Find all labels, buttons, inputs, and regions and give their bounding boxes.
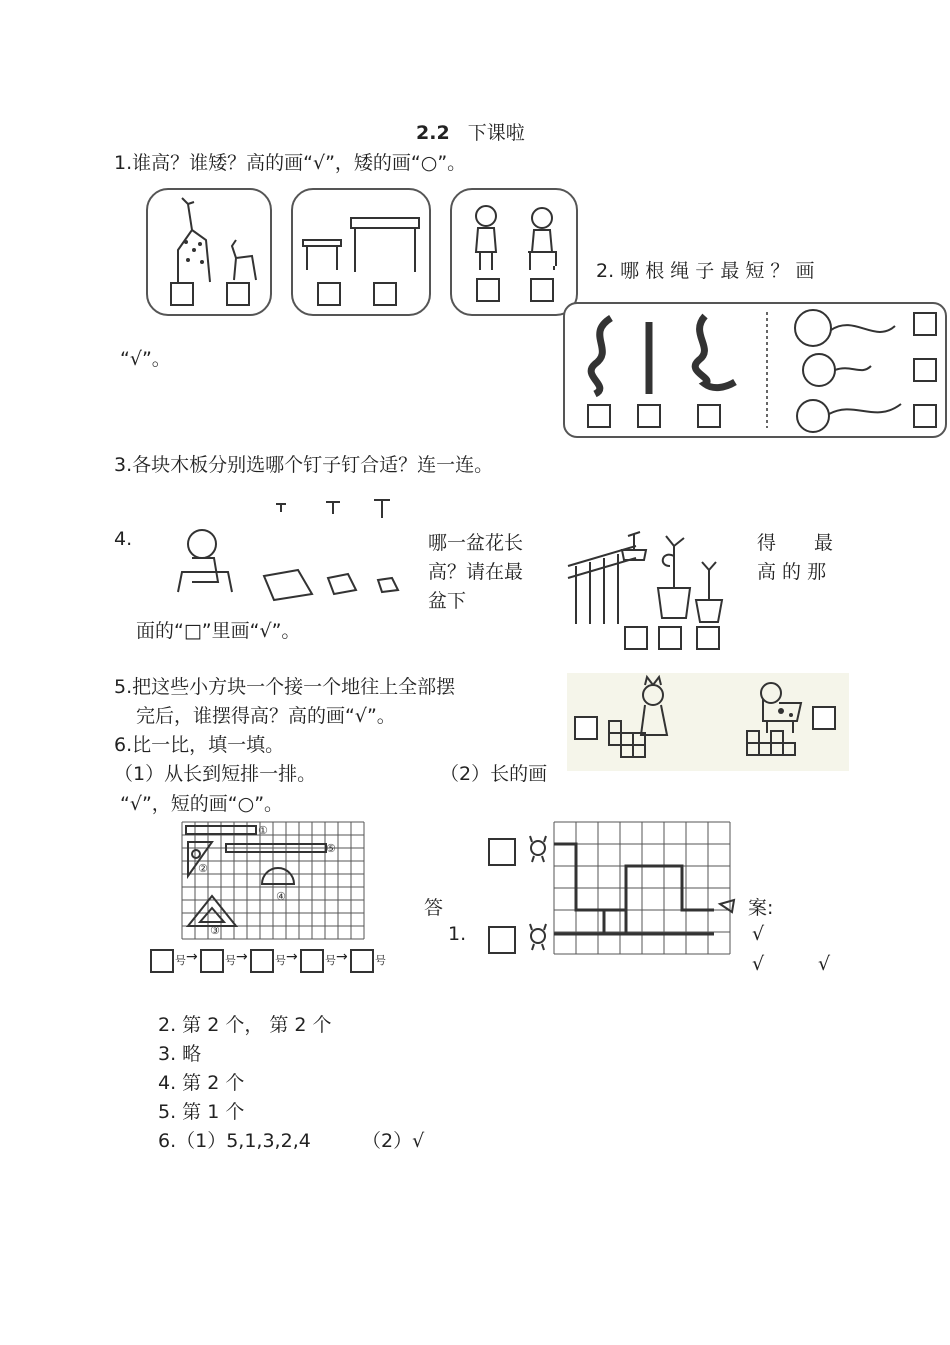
q4-text-c3: 盆下: [428, 590, 467, 612]
arrow-3: →: [286, 949, 298, 965]
title-number: 2.2: [416, 122, 450, 144]
q4-number: 4.: [114, 528, 133, 550]
circled-3: ③: [210, 924, 220, 937]
cat-dog-blocks-illustration: [567, 673, 849, 771]
title-text: 下课啦: [467, 122, 525, 144]
q4-text-r1: 得 最: [757, 532, 834, 554]
q4-text-tail: 面的“□”里画“√”。: [136, 620, 301, 642]
q2-yarn2-box[interactable]: [913, 358, 937, 382]
q6-order-box-2[interactable]: [200, 949, 224, 973]
q6-bottom-path-box[interactable]: [488, 926, 516, 954]
answer-6a: 6.（1）5,1,3,2,4: [158, 1130, 311, 1152]
ropes-illustration: [565, 304, 945, 436]
answers-label-a: 答: [424, 897, 444, 919]
answer-1-number: 1.: [448, 923, 467, 945]
q1-giraffe-box[interactable]: [170, 282, 194, 306]
circled-4: ④: [276, 890, 286, 903]
rulers-grid-illustration: [182, 822, 368, 936]
q6-part2: （2）长的画: [440, 763, 548, 785]
tables-illustration: [293, 190, 429, 314]
page-title: [416, 118, 525, 145]
answer-5: 5. 第 1 个: [158, 1101, 245, 1123]
q4-text-c2: 高？请在最: [428, 561, 524, 583]
q1-deer-box[interactable]: [226, 282, 250, 306]
q4-flower3-box[interactable]: [696, 626, 720, 650]
giraffe-deer-illustration: [148, 190, 270, 314]
answers-label-b: 案:: [748, 897, 774, 919]
q2-rope3-box[interactable]: [697, 404, 721, 428]
q1-text: 1.谁高？谁矮？高的画“√”，矮的画“○”。: [114, 152, 467, 174]
arrow-1: →: [186, 949, 198, 965]
q2-yarn1-box[interactable]: [913, 312, 937, 336]
hao-label-3: 号: [275, 954, 286, 967]
q2-text-line2: “√”。: [120, 348, 171, 370]
q6-part1: （1）从长到短排一排。: [114, 763, 317, 785]
arrow-2: →: [236, 949, 248, 965]
q4-text-c1: 哪一盆花长: [428, 532, 524, 554]
circled-2: ②: [198, 862, 208, 875]
paths-grid-illustration: [520, 820, 740, 966]
hao-label-2: 号: [225, 954, 236, 967]
answer-4: 4. 第 2 个: [158, 1072, 245, 1094]
answer-1-row2a: √: [752, 953, 765, 975]
nails-boards-illustration: [148, 492, 410, 608]
hao-label-4: 号: [325, 954, 336, 967]
q1-kid-left-box[interactable]: [476, 278, 500, 302]
q6-part2-cont: “√”，短的画“○”。: [120, 793, 284, 815]
q6-title: 6.比一比，填一填。: [114, 734, 285, 756]
q6-order-box-1[interactable]: [150, 949, 174, 973]
circled-1: ①: [258, 824, 268, 837]
answer-1-row1: √: [752, 923, 765, 945]
q6-order-box-3[interactable]: [250, 949, 274, 973]
q2-text-line1: 2. 哪 根 绳 子 最 短 ？ 画: [596, 260, 815, 282]
circled-5: ⑤: [326, 842, 336, 855]
q4-flower1-box[interactable]: [624, 626, 648, 650]
answer-1-row2b: √: [818, 953, 831, 975]
q3-text: 3.各块木板分别选哪个钉子钉合适？连一连。: [114, 454, 494, 476]
answer-3: 3. 略: [158, 1043, 202, 1065]
q1-high-table-box[interactable]: [373, 282, 397, 306]
answer-6b: （2）√: [362, 1130, 425, 1152]
hao-label-5: 号: [375, 954, 386, 967]
q1-low-table-box[interactable]: [317, 282, 341, 306]
hao-label-1: 号: [175, 954, 186, 967]
kids-illustration: [452, 190, 576, 314]
q6-order-box-4[interactable]: [300, 949, 324, 973]
q2-rope1-box[interactable]: [587, 404, 611, 428]
arrow-4: →: [336, 949, 348, 965]
q2-rope2-box[interactable]: [637, 404, 661, 428]
flowers-illustration: [566, 526, 736, 626]
q5-cat-box[interactable]: [574, 716, 598, 740]
q4-text-r2: 高 的 那: [757, 561, 827, 583]
q5-text-line1: 5.把这些小方块一个接一个地往上全部摆: [114, 676, 456, 698]
q5-text-line2: 完后，谁摆得高？高的画“√”。: [136, 705, 396, 727]
q4-flower2-box[interactable]: [658, 626, 682, 650]
q2-frame-ropes: [563, 302, 947, 438]
answer-2: 2. 第 2 个， 第 2 个: [158, 1014, 332, 1036]
q1-kid-right-box[interactable]: [530, 278, 554, 302]
q6-top-path-box[interactable]: [488, 838, 516, 866]
q5-dog-box[interactable]: [812, 706, 836, 730]
q1-frame-tables: [291, 188, 431, 316]
q1-frame-animals: [146, 188, 272, 316]
q1-frame-kids: [450, 188, 578, 316]
q6-order-box-5[interactable]: [350, 949, 374, 973]
q2-yarn3-box[interactable]: [913, 404, 937, 428]
